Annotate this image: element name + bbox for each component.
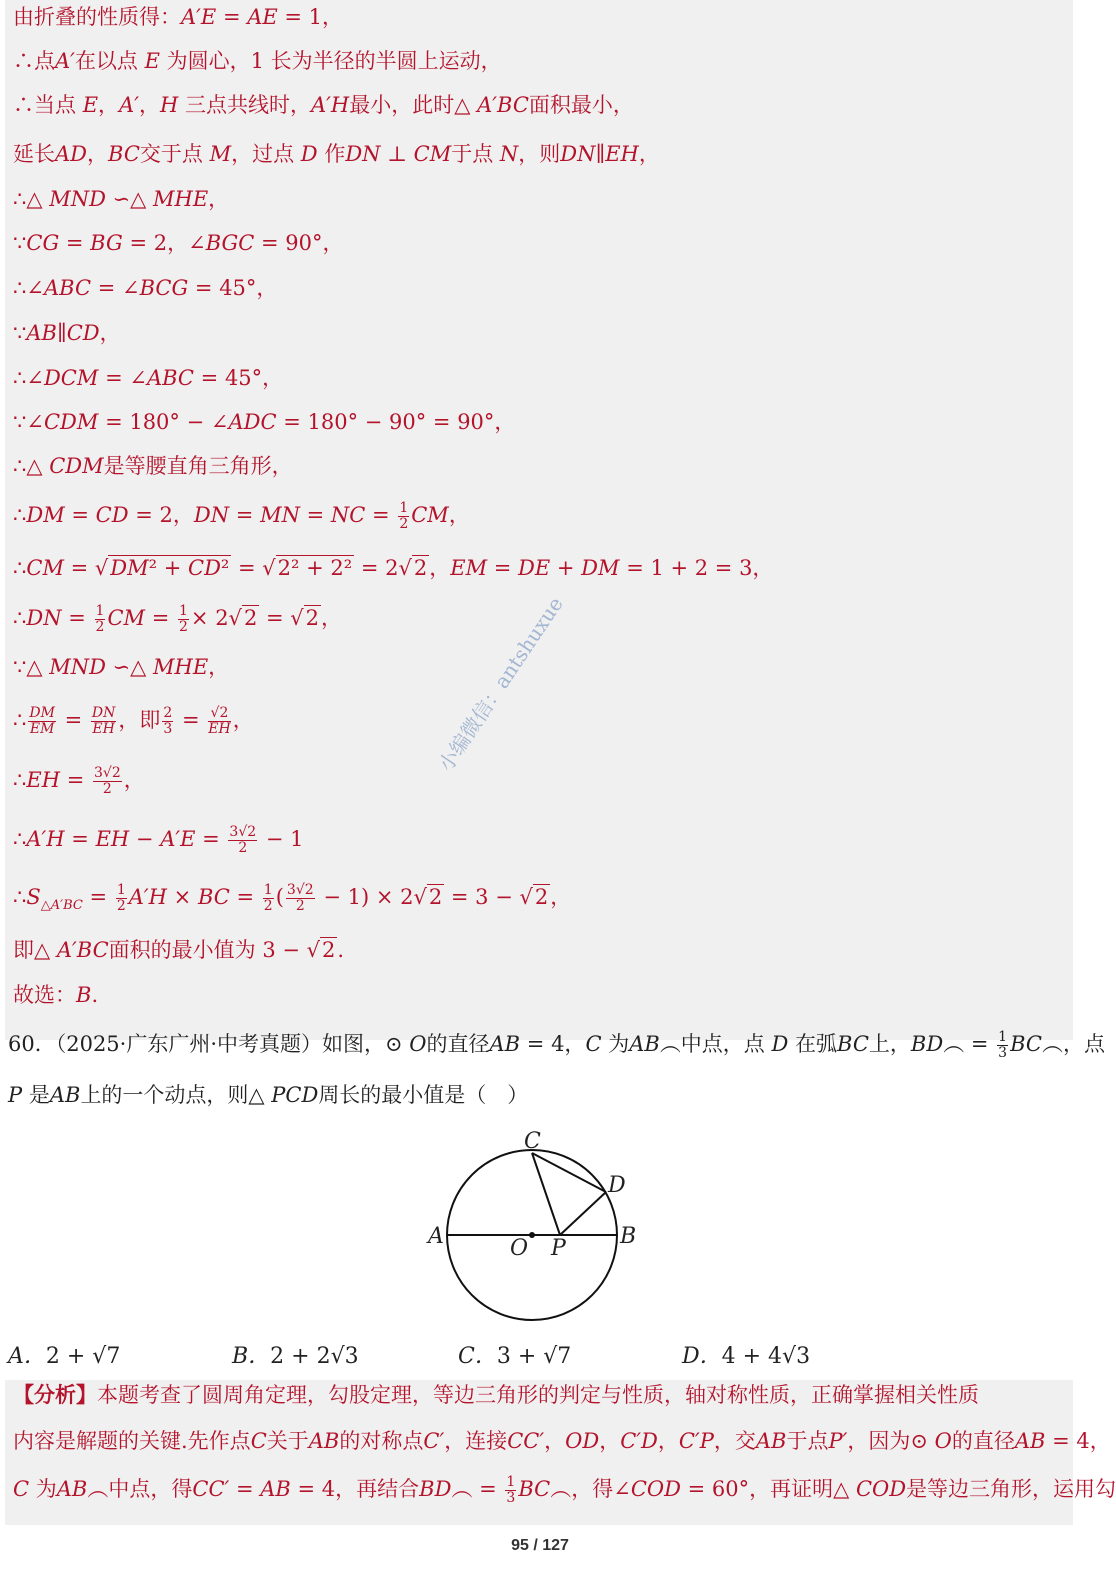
option-d-letter: D． — [682, 1344, 722, 1369]
solution-line-1: 由折叠的性质得：A′E = AE = 1， — [13, 5, 344, 29]
option-c-value: 3 + √7 — [496, 1344, 572, 1369]
center-dot — [529, 1232, 535, 1238]
analysis-tag: 【分析】 — [13, 1382, 97, 1407]
segment-dp — [560, 1192, 606, 1235]
solution-line-14: ∴DN = $\frac{1}{2}$ CM = $\frac{1}{2}$ × 2√2 = √2， — [13, 603, 343, 635]
page-number: 95 / 127 — [511, 1537, 569, 1554]
analysis-line-1: 【分析】本题考查了圆周角定理，勾股定理，等边三角形的判定与性质，轴对称性质，正确掌握相关性质 — [13, 1382, 979, 1407]
solution-line-11: ∴△ CDM是等腰直角三角形， — [13, 454, 293, 478]
solution-line-10: ∵∠CDM = 180° − ∠ADC = 180° − 90° = 90°， — [13, 410, 516, 434]
label-b: B — [620, 1224, 637, 1249]
option-c — [458, 1342, 571, 1372]
label-d: D — [608, 1173, 626, 1198]
solution-line-15: ∵△ MND ∽△ MHE， — [13, 655, 230, 679]
label-o: O — [510, 1236, 529, 1261]
circle-figure — [418, 1122, 648, 1327]
option-d — [682, 1342, 810, 1372]
solution-line-9: ∴∠DCM = ∠ABC = 45°， — [13, 366, 284, 390]
solution-line-16: ∴ $\frac{DM}{EM}$ = $\frac{DN}{EH}$ ，即 $\frac{2}{3}$ = $\frac{√2}{EH}$ ， — [13, 705, 254, 737]
option-b-value: 2 + 2√3 — [270, 1344, 359, 1369]
question-line-1: 60．（2025·广东广州·中考真题）如图，⊙ O的直径AB = 4，C 为AB︵中点，点 D 在弧BC上，BD︵ = $\frac{1}{3}$ BC︵，点 — [8, 1029, 1105, 1061]
analysis-block — [5, 1380, 1116, 1525]
question-line-2: P 是AB上的一个动点，则△ PCD周长的最小值是（ ） — [8, 1083, 529, 1107]
analysis-line-2: 内容是解题的关键.先作点C关于AB的对称点C′，连接CC′，OD，C′D，C′P，交AB于点P′，因为⊙ O的直径AB = 4， — [13, 1429, 1111, 1453]
solution-line-19: $\therefore S_{\triangle A'BC}$ = $\frac{1}{2}$ A′H × BC = $\frac{1}{2}$ ( $\frac{3√2}{2}$ − 1) × 2√2 = 3 − √2， — [13, 882, 572, 914]
solution-line-8: ∵AB∥CD， — [13, 321, 121, 345]
solution-line-3: ∴当点 E，A′，H 三点共线时，A′H最小，此时△ A′BC面积最小， — [13, 93, 634, 117]
solution-line-5: ∴△ MND ∽△ MHE， — [13, 187, 230, 211]
option-a — [8, 1342, 120, 1372]
solution-line-18: ∴A′H = EH − A′E = $\frac{3√2}{2}$ − 1 — [13, 824, 304, 856]
option-a-letter: A． — [8, 1344, 46, 1369]
option-b-letter: B． — [232, 1344, 271, 1369]
option-d-value: 4 + 4√3 — [721, 1344, 811, 1369]
label-c: C — [524, 1129, 541, 1154]
solution-block — [5, 0, 1073, 1040]
solution-line-21: 故选：B. — [13, 983, 99, 1007]
solution-line-12: ∴DM = CD = 2，DN = MN = NC = $\frac{1}{2}$ CM， — [13, 500, 470, 532]
label-p: P — [551, 1236, 566, 1261]
option-b — [232, 1342, 359, 1372]
option-c-letter: C． — [458, 1344, 497, 1369]
solution-line-7: ∴∠ABC = ∠BCG = 45°， — [13, 276, 278, 300]
solution-line-2: ∴点A′在以点 E 为圆心，1 长为半径的半圆上运动， — [13, 49, 502, 73]
solution-line-13: ∴CM = √DM² + CD² = √2² + 2² = 2√2，EM = DE + DM = 1 + 2 = 3， — [13, 556, 774, 580]
solution-line-17: ∴EH = $\frac{3√2}{2}$ ， — [13, 765, 145, 797]
solution-line-6: ∵CG = BG = 2，∠BGC = 90°， — [13, 231, 344, 255]
solution-line-4: 延长AD，BC交于点 M，过点 D 作DN ⊥ CM于点 N，则DN∥EH， — [13, 142, 660, 166]
label-a: A — [428, 1224, 444, 1249]
solution-line-20: 即△ A′BC面积的最小值为 3 − √2. — [13, 938, 345, 962]
option-a-value: 2 + √7 — [45, 1344, 121, 1369]
watermark: 小编微信：antshuxue — [433, 592, 568, 776]
analysis-line-3: C 为AB︵中点，得CC′ = AB = 4，再结合BD︵ = $\frac{1}{3}$ BC︵，得∠COD = 60°，再证明△ COD是等边三角形，运用勾 — [13, 1474, 1116, 1506]
